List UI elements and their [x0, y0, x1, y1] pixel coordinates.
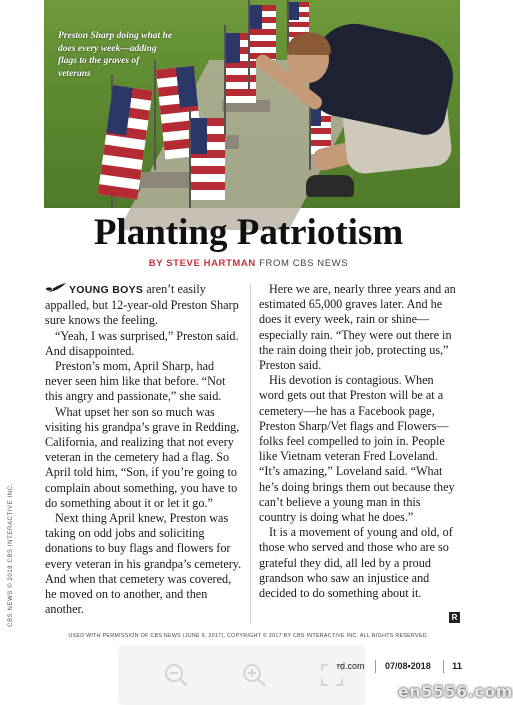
folio-date: 07/08•2018 — [385, 661, 431, 671]
end-mark-icon: R — [449, 612, 460, 623]
vertical-credit — [4, 470, 18, 640]
article-paragraph: His devotion is contagious. When word gets out that Preston will be at a cemetery—he has a Facebook page, Preston Sharp/Vet flags and Flowers—folks feel compelled to join in. People like Vietnam veteran Fred Loveland. “It’s amazing,” Loveland said. “What he’s doing brings them out because they can’t believe a young man in this country is doing what he does.” — [259, 373, 455, 525]
byline-author: BY STEVE HARTMAN — [148, 258, 256, 269]
lead-words: YOUNG BOYS — [69, 284, 144, 296]
article-paragraph: Next thing April knew, Preston was taking on odd jobs and soliciting donations to buy flags and flowers for every veteran in his grandpa’s cemetery. And when that cemetery was covered, he moved on to another, and then another. — [45, 511, 242, 617]
folio-divider — [375, 660, 376, 673]
article-photo — [44, 0, 460, 208]
article-title: Planting Patriotism — [93, 212, 404, 253]
article-paragraph — [45, 282, 243, 329]
article-paragraph: “Yeah, I was surprised,” Preston said. And disappointed. — [45, 328, 239, 358]
article-paragraph: Preston’s mom, April Sharp, had never seen him like that before. “Not this angry and passionate,” she said. — [45, 359, 226, 404]
paragraph-text: aren’t easily appalled, but 12-year-old Preston Sharp sure knows the feeling. — [45, 282, 239, 328]
article-column-left — [45, 282, 243, 617]
quill-pen-icon — [45, 282, 67, 294]
vertical-credit-text: CBS NEWS © 2018 CBS INTERACTIVE INC. — [8, 483, 14, 627]
column-divider — [250, 284, 251, 624]
article-column-right — [259, 282, 457, 601]
zoom-in-icon[interactable] — [241, 662, 267, 688]
photo-caption: Preston Sharp doing what he does every week—adding flags to the graves of veterans — [58, 31, 173, 79]
byline-source: FROM CBS NEWS — [259, 258, 349, 269]
article-paragraph: It is a movement of young and old, of those who served and those who are so grateful they did, all led by a proud grandson who saw an injustice and decided to do something about it. — [259, 525, 453, 601]
permission-line: USED WITH PERMISSION OF CBS NEWS (JUNE 9, 2017), COPYRIGHT © 2017 BY CBS INTERACTIVE INC. ALL RIGHTS RESERVED. — [68, 633, 429, 639]
page-number: 11 — [452, 661, 463, 672]
byline — [0, 258, 497, 269]
folio-divider — [443, 660, 444, 673]
folio-site: rd.com — [337, 661, 365, 671]
photo-boy-shoe — [306, 175, 354, 197]
watermark: en5556.com — [398, 682, 513, 701]
article-paragraph: What upset her son so much was visiting his grandpa’s grave in Redding, California, and realizing that not every veteran in the cemetery had a flag. So April told him, “Son, if you’re going to complain about something, you have to do something about it or let it go.” — [45, 404, 240, 510]
article-paragraph: Here we are, nearly three years and an estimated 65,000 graves later. And he does it every week, rain or shine—especially rain. “They were out there in the rain doing their job, protecting us,” Preston said. — [259, 282, 456, 373]
zoom-out-icon[interactable] — [163, 662, 189, 688]
